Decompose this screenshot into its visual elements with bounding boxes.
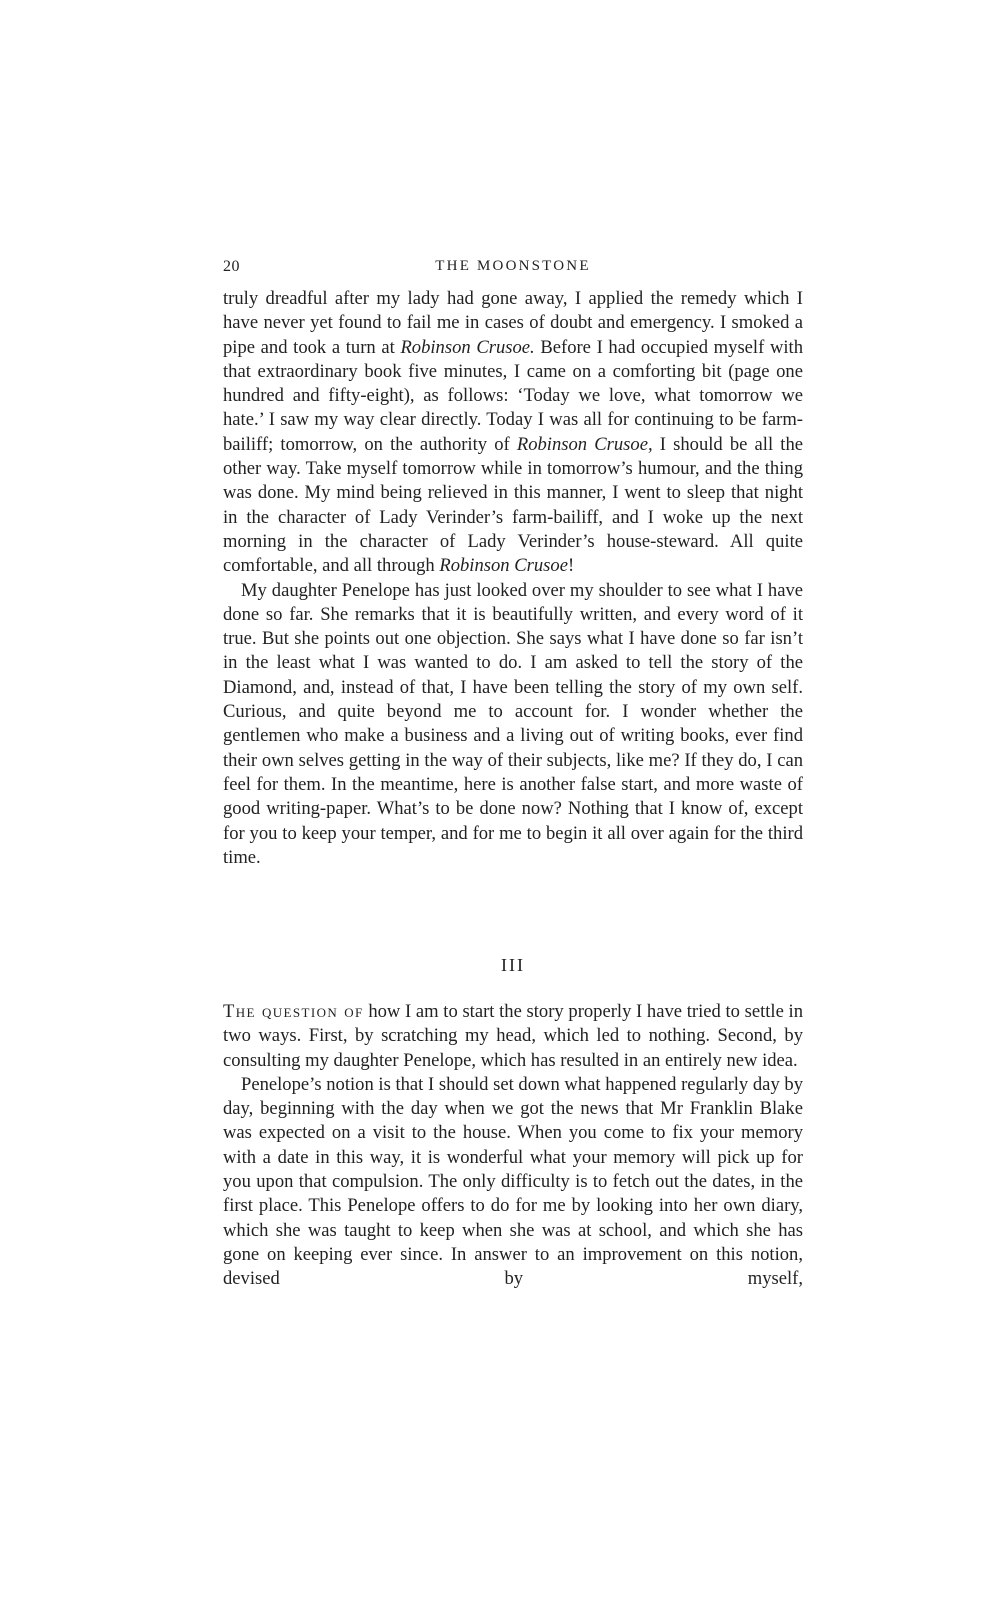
paragraph: [223, 1073, 803, 1292]
text-run: Before I had occupied myself with that extraordinary book five minutes, I came on a comforting bit (page one hundred and fifty-eight), as follows: ‘Today we love, what tomorrow we hate.’ I saw my way clear directly. Today I was all for continuing to be farm-bailiff; tomorrow, on the authority of: [223, 336, 803, 455]
page-number: 20: [223, 258, 240, 275]
body-text-section-two: [223, 1000, 803, 1292]
italic-title: Robinson Crusoe,: [516, 433, 653, 455]
text-run: My daughter Penelope has just looked over my shoulder to see what I have done so far. She remarks that it is beautifully written, and every word of it true. But she points out one objection. She says what I have done so far isn’t in the least what I was wanted to do. I am asked to tell the story of the Diamond, and, instead of that, I have been telling the story of my own self. Curious, and quite beyond me to account for. I wonder whether the gentlemen who make a business and a living out of writing books, ever find their own selves getting in the way of their subjects, like me? If they do, I can feel for them. In the meantime, here is another false start, and more waste of good writing-paper. What’s to be done now? Nothing that I know of, except for you to keep your temper, and for me to begin it all over again for the third time.: [223, 579, 803, 868]
paragraph: [223, 287, 803, 579]
text-run: truly dreadful after my lady had gone away, I applied the remedy which I have never yet found to fail me in cases of doubt and emergency. I smoked a pipe and took a turn at: [223, 288, 803, 358]
italic-title: Robinson Crusoe: [439, 555, 568, 577]
paragraph: [223, 1000, 803, 1073]
text-run: I should be all the other way. Take myself tomorrow while in tomorrow’s humour, and the thing was done. My mind being relieved in this manner, I went to sleep that night in the character of Lady Verinder’s farm-bailiff, and I woke up the next morning in the character of Lady Verinder’s house-steward. All quite comfortable, and all through: [223, 433, 803, 577]
text-run: !: [567, 555, 575, 577]
text-run: how I am to start the story properly I have tried to settle in two ways. First, by scratching my head, which led to nothing. Second, by consulting my daughter Penelope, which has resulted in an entirely new idea.: [223, 1001, 803, 1071]
book-title: THE MOONSTONE: [435, 258, 591, 274]
italic-title: Robinson Crusoe.: [400, 336, 535, 358]
text-run: Penelope’s notion is that I should set down what happened regularly day by day, beginning with the day when we got the news that Mr Franklin Blake was expected on a visit to the house. When you come to fix your memory with a date in this way, it is wonderful what your memory will pick up for you upon that compulsion. The only difficulty is to fetch out the dates, in the first place. This Penelope offers to do for me by looking into her own diary, which she was taught to keep when she was at school, and which she has gone on keeping ever since. In answer to an improvement on this notion, devised by myself,: [223, 1073, 803, 1290]
small-caps-lead: The question of: [223, 1001, 364, 1022]
chapter-heading: III: [501, 955, 525, 975]
running-head: [223, 258, 803, 282]
body-text-section-one: [223, 287, 803, 870]
paragraph: [223, 579, 803, 871]
